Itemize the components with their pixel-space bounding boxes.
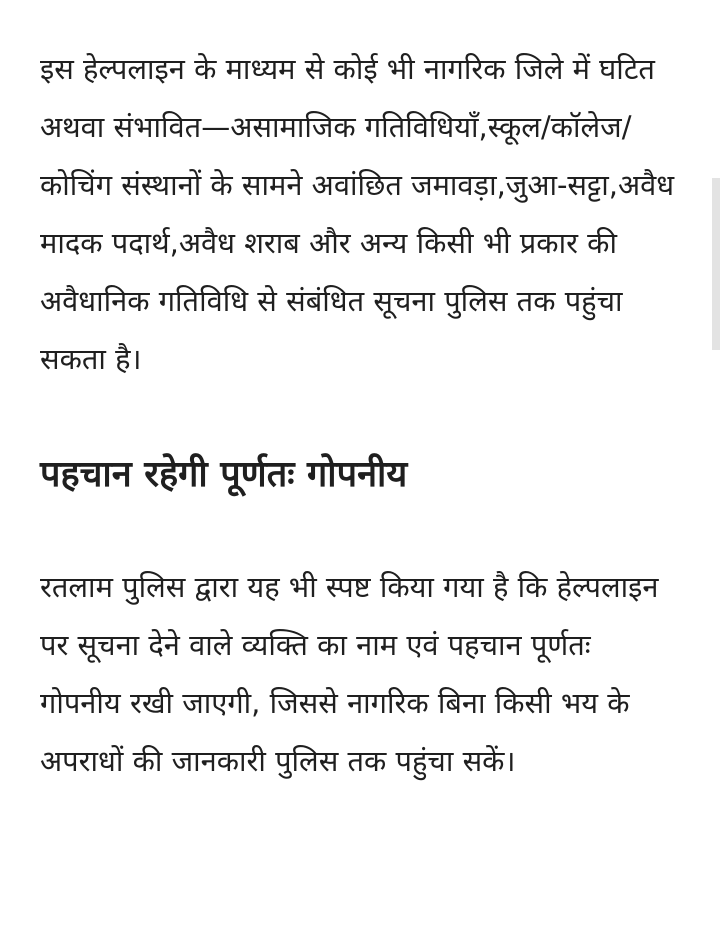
article-body (40, 40, 680, 790)
scrollbar[interactable] (712, 178, 720, 350)
paragraph-confidentiality: रतलाम पुलिस द्वारा यह भी स्पष्ट किया गया है कि हेल्पलाइन पर सूचना देने वाले व्यक्ति का नाम एवं पहचान पूर्णतः गोपनीय रखी जाएगी, जिससे नागरिक बिना किसी भय के अपराधों की जानकारी पुलिस तक पहुंचा सकें। (40, 570, 659, 778)
section-heading: पहचान रहेगी पूर्णतः गोपनीय (40, 454, 408, 495)
paragraph-helpline-info: इस हेल्पलाइन के माध्यम से कोई भी नागरिक जिले में घटित अथवा संभावित—असामाजिक गतिविधियाँ,स्कूल/कॉलेज/कोचिंग संस्थानों के सामने अवांछित जमावड़ा,जुआ-सट्टा,अवैध मादक पदार्थ,अवैध शराब और अन्य किसी भी प्रकार की अवैधानिक गतिविधि से संबंधित सूचना पुलिस तक पहुंचा सकता है। (40, 52, 675, 376)
